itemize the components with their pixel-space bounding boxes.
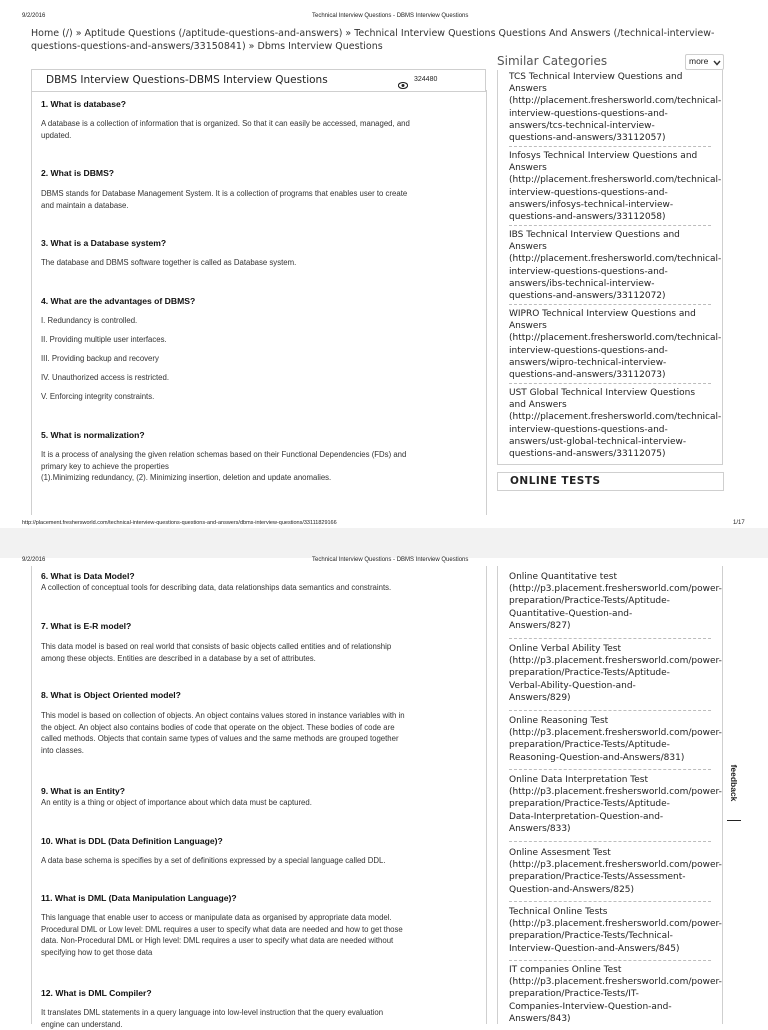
similar-category-link[interactable]: IBS Technical Interview Questions and Answers (http://placement.freshersworld.com/technical- interview-questions-questions-and- answers/ibs-technical-interview- questions-and-answers/33112072) xyxy=(509,230,722,302)
more-dropdown[interactable] xyxy=(685,54,724,70)
breadcrumb-line-2[interactable]: questions-questions-and-answers/33150841) » Dbms Interview Questions xyxy=(31,41,383,52)
question-title: 9. What is an Entity? xyxy=(41,786,126,796)
question-title: 3. What is a Database system? xyxy=(41,238,167,248)
view-count: 324480 xyxy=(414,76,438,83)
question-title: 2. What is DBMS? xyxy=(41,168,115,178)
online-test-link[interactable]: Online Assesment Test (http://p3.placement.freshersworld.com/power- preparation/Practice-Tests/Assessment- Question-and-Answers/825) xyxy=(509,848,722,895)
more-label: more xyxy=(689,56,709,66)
answer-text: This model is based on collection of objects. An object contains values stored in instance variables with in the object. An object also contains bodies of code that operate on the object. These bodies of code are called methods. Objects that contain same types of values and the same methods are grouped together into classes. xyxy=(41,711,405,755)
question-title: 11. What is DML (Data Manipulation Language)? xyxy=(41,893,237,903)
advantage-item: I. Redundancy is controlled. xyxy=(41,316,138,325)
feedback-label: feedback xyxy=(729,764,739,802)
article-left-border xyxy=(31,90,32,515)
similar-category-link[interactable]: TCS Technical Interview Questions and Answers (http://placement.freshersworld.com/technical- interview-questions-questions-and- answers/tcs-technical-interview- questions-and-answers/33112057) xyxy=(509,72,722,144)
online-test-link[interactable]: Online Verbal Ability Test (http://p3.placement.freshersworld.com/power- preparation/Practice-Tests/Aptitude- Verbal-Ability-Question-and- Answers/829) xyxy=(509,644,722,703)
answer-text: A data base schema is specifies by a set of definitions expressed by a special language called DDL. xyxy=(41,856,386,865)
eye-icon xyxy=(398,76,408,94)
sidebar-left-border xyxy=(497,70,498,464)
feedback-tab[interactable] xyxy=(727,758,741,824)
divider xyxy=(509,383,711,384)
answer-text: A database is a collection of information that is organized. So that it can easily be accessed, managed, and updated. xyxy=(41,119,410,140)
print-date: 9/2/2016 xyxy=(22,557,46,563)
question-title: 4. What are the advantages of DBMS? xyxy=(41,296,196,306)
page-separator xyxy=(0,528,768,558)
online-tests-box xyxy=(497,472,724,491)
advantage-item: II. Providing multiple user interfaces. xyxy=(41,335,167,344)
similar-category-link[interactable]: Infosys Technical Interview Questions and Answers (http://placement.freshersworld.com/technical- interview-questions-questions-and- answers/infosys-technical-interview- questions-and-answers/33112058) xyxy=(509,151,722,223)
answer-text: An entity is a thing or object of importance about which data must be captured. xyxy=(41,798,312,807)
divider xyxy=(509,901,711,902)
sidebar-left-border xyxy=(497,566,498,1024)
divider xyxy=(509,225,711,226)
divider xyxy=(509,960,711,961)
answer-text: It is a process of analysing the given relation schemas based on their Functional Dependencies (FDs) and primary key to achieve the properties (1).Minimizing redundancy, (2). Minimizing insertion, deletion and update anomalies. xyxy=(41,450,407,482)
print-page-number: 1/17 xyxy=(733,520,745,526)
answer-text: The database and DBMS software together is called as Database system. xyxy=(41,258,297,267)
article-title: DBMS Interview Questions-DBMS Interview Questions xyxy=(46,74,328,86)
article-right-border xyxy=(486,566,487,1024)
chevron-down-icon xyxy=(713,58,721,68)
breadcrumb xyxy=(31,27,751,53)
similar-category-link[interactable]: UST Global Technical Interview Questions and Answers (http://placement.freshersworld.com/technical- interview-questions-questions-and- answers/ust-global-technical-interview- questions-and-answers/33112075) xyxy=(509,388,722,460)
question-title: 1. What is database? xyxy=(41,99,127,109)
answer-text: DBMS stands for Database Management System. It is a collection of programs that enables user to create and maintain a database. xyxy=(41,189,408,210)
divider xyxy=(509,146,711,147)
online-tests-heading: ONLINE TESTS xyxy=(510,475,601,487)
question-title: 6. What is Data Model? xyxy=(41,571,135,581)
print-footer-url: http://placement.freshersworld.com/technical-interview-questions-questions-and-answers/dbms-interview-questions/33111829166 xyxy=(22,520,337,526)
answer-text: A collection of conceptual tools for describing data, data relationships data semantics and constraints. xyxy=(41,583,392,592)
article-right-border xyxy=(486,90,487,515)
breadcrumb-line-1[interactable]: Home (/) » Aptitude Questions (/aptitude-questions-and-answers) » Technical Interview Questions Questions And Answers (/technical-interview- xyxy=(31,28,715,39)
online-test-link[interactable]: Online Data Interpretation Test (http://p3.placement.freshersworld.com/power- preparation/Practice-Tests/Aptitude- Data-Interpretation-Question-and- Answers/833) xyxy=(509,775,722,834)
divider xyxy=(509,710,711,711)
divider xyxy=(509,304,711,305)
similar-categories-heading: Similar Categories xyxy=(497,54,608,68)
question-title: 7. What is E-R model? xyxy=(41,621,132,631)
advantage-item: V. Enforcing integrity constraints. xyxy=(41,392,155,401)
question-title: 10. What is DDL (Data Definition Language)? xyxy=(41,836,223,846)
feedback-underline xyxy=(727,820,741,821)
question-title: 12. What is DML Compiler? xyxy=(41,988,152,998)
answer-text: This data model is based on real world that consists of basic objects called entities and of relationship among these objects. Entities are described in a database by a set of attributes. xyxy=(41,642,392,663)
divider xyxy=(509,841,711,842)
question-title: 5. What is normalization? xyxy=(41,430,145,440)
divider xyxy=(509,769,711,770)
answer-text: This language that enable user to access or manipulate data as organised by appropriate data model. Procedural DML or Low level: DML requires a user to specify what data are needed and how to get those data. Non-Procedural DML or High level: DML requires a user to specify what data are needed without specifying how to get those data xyxy=(41,913,403,957)
similar-category-link[interactable]: WIPRO Technical Interview Questions and Answers (http://placement.freshersworld.com/technical- interview-questions-questions-and- answers/wipro-technical-interview- questions-and-answers/33112073) xyxy=(509,309,722,381)
online-test-link[interactable]: Online Quantitative test (http://p3.placement.freshersworld.com/power- preparation/Practice-Tests/Aptitude- Quantitative-Question-and- Answers/827) xyxy=(509,572,722,631)
print-title: Technical Interview Questions - DBMS Interview Questions xyxy=(312,13,469,19)
online-test-link[interactable]: IT companies Online Test (http://p3.placement.freshersworld.com/power- preparation/Practice-Tests/IT- Companies-Interview-Question-and- Answers/843) xyxy=(509,965,722,1024)
article-left-border xyxy=(31,566,32,1024)
answer-text: It translates DML statements in a query language into low-level instruction that the query evaluation engine can understand. xyxy=(41,1008,384,1029)
online-test-link[interactable]: Online Reasoning Test (http://p3.placement.freshersworld.com/power- preparation/Practice-Tests/Aptitude- Reasoning-Question-and-Answers/831) xyxy=(509,716,722,763)
advantage-item: IV. Unauthorized access is restricted. xyxy=(41,373,169,382)
print-date: 9/2/2016 xyxy=(22,13,46,19)
question-title: 8. What is Object Oriented model? xyxy=(41,690,181,700)
print-title: Technical Interview Questions - DBMS Interview Questions xyxy=(312,557,469,563)
advantage-item: III. Providing backup and recovery xyxy=(41,354,159,363)
online-test-link[interactable]: Technical Online Tests (http://p3.placement.freshersworld.com/power- preparation/Practice-Tests/Technical- Interview-Question-and-Answers/845) xyxy=(509,907,722,954)
divider xyxy=(509,638,711,639)
sidebar-bottom-border xyxy=(497,464,723,465)
article-title-box xyxy=(31,69,486,92)
